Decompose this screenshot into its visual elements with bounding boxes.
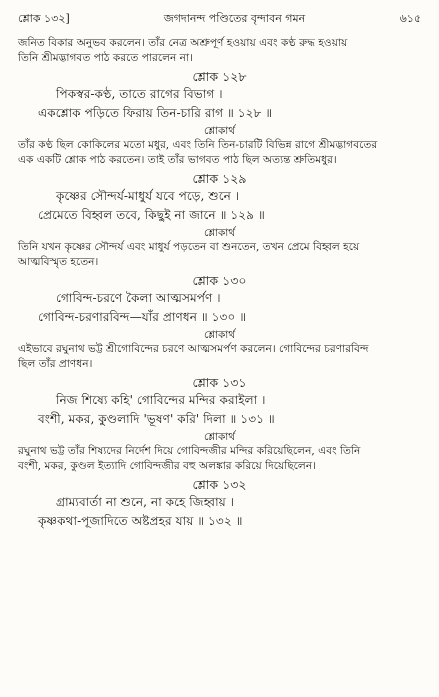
translation-label: শ্লোকার্থ <box>203 329 236 341</box>
intro-line: জনিত বিকার অনুভব করলেন। তাঁর নেত্র অশ্রুপূর্ণ হওয়ায় এবং কণ্ঠ রুদ্ধ হওয়ায় <box>18 37 348 49</box>
header-verse-ref: শ্লোক ১৩২] <box>18 12 70 25</box>
translation-line: তিনি যখন কৃষ্ণের সৌন্দর্য এবং মাধুর্য পড়তেন বা শুনতেন, তখন প্রেমে বিহ্বল হয়ে <box>18 241 360 253</box>
verse-line: প্রেমেতে বিহ্বল তবে, কিছুই না জানে ॥ ১২৯ ॥ <box>38 208 265 222</box>
translation-line: এইভাবে রঘুনাথ ভট্ট শ্রীগোবিন্দের চরণে আত্মসমর্পণ করলেন। গোবিন্দের চরণারবিন্দ <box>18 343 369 355</box>
verse-line: কৃষ্ণকথা-পূজাদিতে অষ্টপ্রহর যায় ॥ ১৩২ ॥ <box>38 514 243 528</box>
translation-paragraph <box>18 444 421 474</box>
shloka-heading: শ্লোক ১২৯ <box>192 171 247 186</box>
translation-line: বংশী, মকর, কুণ্ডল ইত্যাদি গোবিন্দজীর বহু অলঙ্কার করিয়ে দিয়েছিলেন। <box>18 460 316 472</box>
shloka-heading: শ্লোক ১৩০ <box>192 273 247 288</box>
translation-paragraph <box>18 138 421 168</box>
page-header <box>18 10 421 28</box>
verse-block <box>18 85 421 123</box>
page-number: ৬১৫ <box>399 12 421 25</box>
shloka-heading: শ্লোক ১২৮ <box>192 69 247 84</box>
verse-line: নিজ শিষ্যে কহি' গোবিন্দের মন্দির করাইলা । <box>56 393 266 407</box>
translation-paragraph <box>18 342 421 372</box>
translation-paragraph <box>18 240 421 270</box>
translation-line: তাঁর কণ্ঠ ছিল কোকিলের মতো মধুর, এবং তিনি তিন-চারটি বিভিন্ন রাগে শ্রীমদ্ভাগবতের <box>18 139 378 151</box>
intro-line: তিনি শ্রীমদ্ভাগবত পাঠ করতে পারলেন না। <box>18 52 193 64</box>
verse-block <box>18 493 421 531</box>
translation-line: ছিল তাঁর প্রাণধন। <box>18 358 93 370</box>
header-chapter-title: জগদানন্দ পণ্ডিতের বৃন্দাবন গমন <box>163 12 306 25</box>
shloka-heading: শ্লোক ১৩২ <box>192 477 247 492</box>
verse-line: বংশী, মকর, কুণ্ডলাদি 'ভূষণ' করি' দিলা ॥ ১৩১ ॥ <box>38 412 275 426</box>
verse-block <box>18 187 421 225</box>
verse-line: কৃষ্ণের সৌন্দর্য-মাধুর্য যবে পড়ে, শুনে । <box>56 189 240 203</box>
translation-line: এক একটি শ্লোক পাঠ করতেন। তাই তাঁর ভাগবত পাঠ ছিল অত্যন্ত শ্রুতিমধুর। <box>18 154 337 166</box>
translation-line: আত্মবিস্মৃত হতেন। <box>18 256 99 268</box>
verse-line: গোবিন্দ-চরণারবিন্দ—যাঁর প্রাণধন ॥ ১৩০ ॥ <box>38 310 247 324</box>
translation-line: রঘুনাথ ভট্ট তাঁর শিষ্যদের নির্দেশ দিয়ে গোবিন্দজীর মন্দির করিয়েছিলেন, এবং তিনি <box>18 445 361 457</box>
verse-line: গোবিন্দ-চরণে কৈলা আত্মসমর্পণ । <box>56 291 221 305</box>
translation-label: শ্লোকার্থ <box>203 125 236 137</box>
verse-line: গ্রাম্যবার্তা না শুনে, না কহে জিহ্বায় । <box>56 495 235 509</box>
verse-line: পিকস্বর-কণ্ঠ, তাতে রাগের বিভাগ । <box>56 87 223 101</box>
intro-paragraph <box>18 36 421 66</box>
translation-label: শ্লোকার্থ <box>203 227 236 239</box>
translation-label: শ্লোকার্থ <box>203 431 236 443</box>
verse-block <box>18 289 421 327</box>
shloka-heading: শ্লোক ১৩১ <box>192 375 247 390</box>
verse-line: একশ্লোক পড়িতে ফিরায় তিন-চারি রাগ ॥ ১২৮ ॥ <box>38 106 273 120</box>
verse-block <box>18 391 421 429</box>
